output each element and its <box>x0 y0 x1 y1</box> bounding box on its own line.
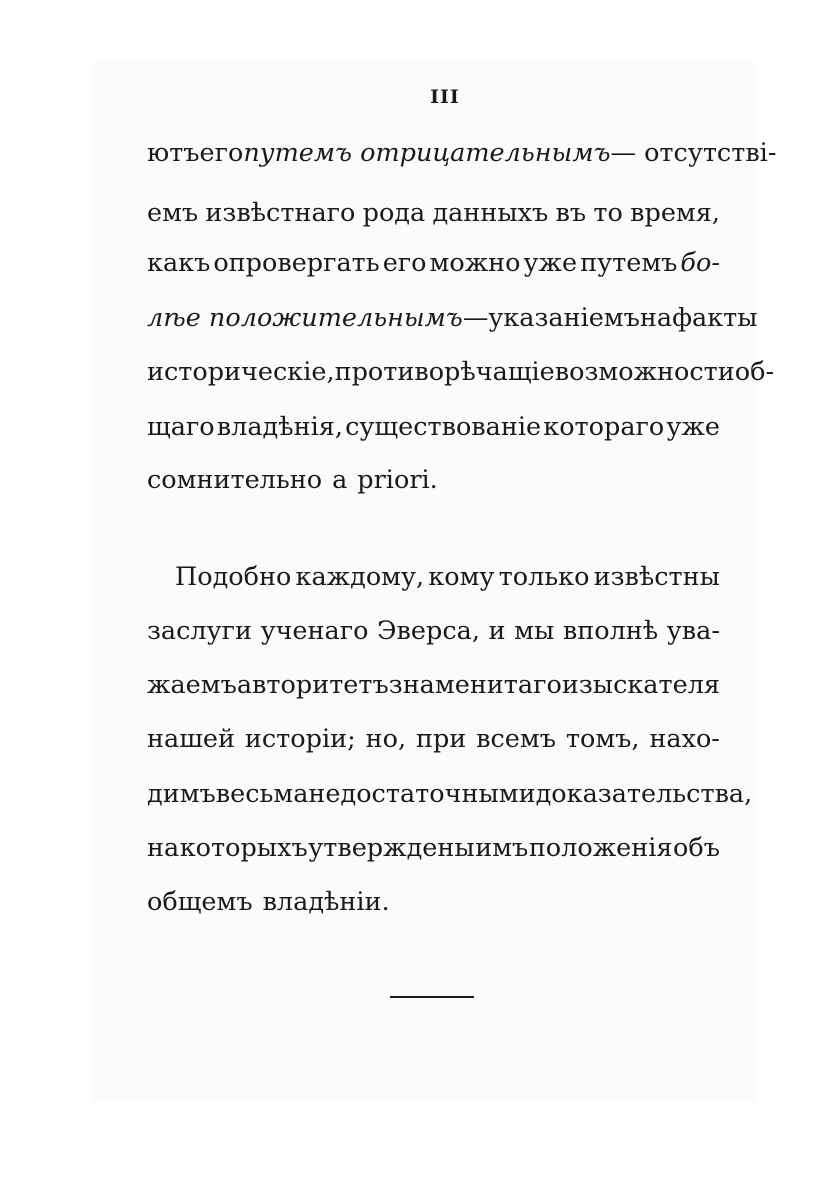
word: знаменитаго <box>388 670 562 700</box>
paragraph-1-line-5 <box>147 352 775 392</box>
word: емъ <box>147 198 199 228</box>
paragraph-2-line-2 <box>147 611 720 651</box>
paragraph-2-line-6 <box>147 828 720 868</box>
end-rule-divider <box>390 996 474 998</box>
word: авторитетъ <box>236 670 389 700</box>
word: владѣнiи. <box>262 887 390 917</box>
paragraph-1-line-2 <box>147 193 720 233</box>
word: на <box>147 833 180 863</box>
word: и <box>488 616 506 646</box>
word: его <box>199 138 244 168</box>
paragraph-1-line-1 <box>147 133 777 173</box>
paragraph-2-line-1 <box>175 557 720 597</box>
paragraph-1-line-6 <box>147 407 720 447</box>
word: его <box>382 248 427 278</box>
word: утверждены <box>308 833 475 863</box>
paragraph-2-line-3 <box>147 665 720 705</box>
paragraph-1-line-3 <box>147 243 720 283</box>
word: ютъ <box>147 138 200 168</box>
word: можно <box>429 248 521 278</box>
word: имъ <box>475 833 529 863</box>
word: данныхъ <box>432 198 549 228</box>
word: томъ, <box>565 724 640 754</box>
word: — отсутствi- <box>610 138 777 168</box>
word: опровергать <box>213 248 380 278</box>
paragraph-1-line-7 <box>147 460 720 500</box>
word: объ <box>673 833 720 863</box>
word: при <box>415 724 467 754</box>
word: Эверса, <box>377 616 480 646</box>
italic-phrase: путемъ отрицательнымъ <box>243 138 611 168</box>
paragraph-2-line-4 <box>147 719 720 759</box>
word: противорѣчащiе <box>334 357 555 387</box>
word: извѣстны <box>593 562 720 592</box>
italic-phrase: лѣе положительнымъ <box>147 303 463 333</box>
word: въ <box>555 198 587 228</box>
word: жаемъ <box>147 670 237 700</box>
word: существованiе <box>345 412 542 442</box>
word: — <box>462 303 489 333</box>
word: нахо- <box>649 724 720 754</box>
word: извѣстнаго <box>205 198 356 228</box>
paragraph-2-line-7 <box>147 882 720 922</box>
word: какъ <box>147 248 211 278</box>
word: только <box>498 562 590 592</box>
word: рода <box>362 198 426 228</box>
word: то <box>593 198 623 228</box>
word: котораго <box>543 412 665 442</box>
word: путемъ <box>580 248 678 278</box>
word: доказательства, <box>535 779 753 809</box>
word: которыхъ <box>179 833 308 863</box>
word: указанiемъ <box>488 303 640 333</box>
word: вполнѣ <box>562 616 659 646</box>
word: возможности <box>554 357 735 387</box>
word: всемъ <box>476 724 556 754</box>
italic-word: бо- <box>680 248 720 278</box>
word: ученаго <box>260 616 369 646</box>
word: время, <box>630 198 720 228</box>
word: на <box>639 303 673 333</box>
paragraph-1-line-4 <box>147 298 758 338</box>
word: priori. <box>357 465 438 495</box>
word: заслуги <box>147 616 252 646</box>
word: общемъ <box>147 887 253 917</box>
word: нашей <box>147 724 235 754</box>
word: но, <box>365 724 407 754</box>
word: положенiя <box>528 833 673 863</box>
word: щаго <box>147 412 215 442</box>
word: сомнительно <box>147 465 323 495</box>
word: исторiи; <box>244 724 356 754</box>
word: Подобно <box>175 562 292 592</box>
word: ува- <box>666 616 720 646</box>
word: историческiе, <box>147 357 335 387</box>
word: уже <box>666 412 720 442</box>
word: факты <box>672 303 758 333</box>
word: кому <box>428 562 495 592</box>
word: мы <box>514 616 555 646</box>
word: изыскателя <box>561 670 720 700</box>
word: об- <box>734 357 775 387</box>
word: недостаточными <box>308 779 536 809</box>
word: весьма <box>215 779 309 809</box>
word: a <box>332 465 348 495</box>
word: каждому, <box>295 562 425 592</box>
paragraph-2-line-5 <box>147 774 753 814</box>
page-number: III <box>430 86 460 108</box>
word: димъ <box>147 779 216 809</box>
word: уже <box>523 248 578 278</box>
word: владѣнiя, <box>216 412 343 442</box>
